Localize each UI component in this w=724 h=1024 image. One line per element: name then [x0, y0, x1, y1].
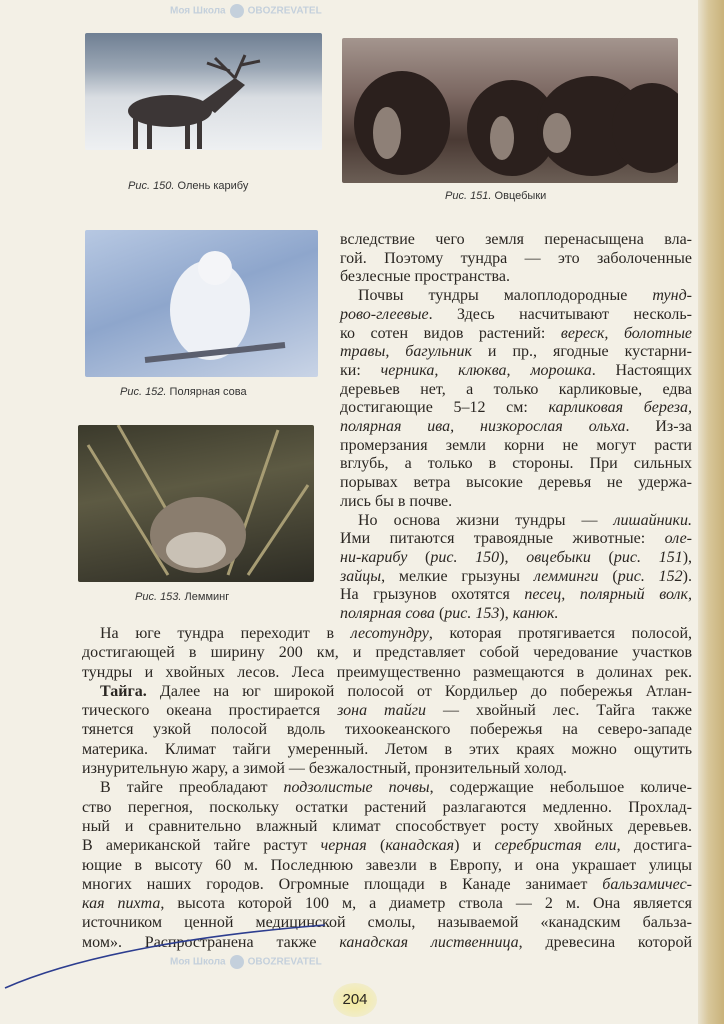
text-segment: лись бы в почве.	[340, 492, 453, 510]
text-line	[340, 250, 692, 269]
text-line	[340, 287, 692, 306]
figure-150-caribou-photo	[85, 33, 322, 150]
text-segment: ки:	[340, 361, 381, 379]
italic-term: оле-	[664, 530, 692, 548]
figure-153-caption	[135, 591, 229, 603]
text-line	[82, 875, 692, 894]
italic-term: полярная сова	[340, 605, 435, 623]
text-segment: Далее на юг широкой полосой от Кордильер до побережья Атлан-	[146, 682, 692, 700]
text-segment: ).	[682, 567, 692, 585]
figure-151-muskox-photo	[342, 38, 678, 183]
text-segment: — хвойный лес. Тайга также	[426, 702, 692, 720]
text-line	[82, 643, 692, 662]
figure-title: Полярная сова	[169, 386, 247, 398]
figure-number: Рис. 153.	[135, 591, 182, 603]
italic-term: рис. 151	[613, 548, 683, 566]
text-segment: ),	[682, 548, 693, 566]
text-segment: гой. Поэтому тундра — это заболоченные	[340, 249, 692, 267]
text-line	[340, 549, 692, 568]
text-line	[340, 231, 692, 250]
text-line	[82, 836, 692, 855]
text-line	[340, 512, 692, 531]
italic-term: рис. 150	[430, 548, 500, 566]
figure-title: Овцебыки	[494, 190, 547, 202]
watermark-school: Моя Школа	[170, 956, 226, 968]
text-segment: тического океана простирается	[82, 702, 338, 720]
watermark-brand: OBOZREVATEL	[247, 5, 322, 17]
text-line	[340, 381, 692, 400]
pen-mark	[0, 900, 340, 1000]
italic-term: лемминги	[533, 567, 599, 585]
text-line	[340, 399, 692, 418]
italic-term: черная	[320, 837, 367, 855]
text-line	[340, 530, 692, 549]
italic-term: подзолистые почвы	[283, 779, 430, 797]
text-segment: Ими питаются травоядные животные:	[340, 530, 665, 548]
text-segment: достигающей в ширину 200 км, и представляет собой чередование участков	[82, 644, 692, 662]
text-segment: деревьев нет, а только карликовые, едва	[340, 380, 692, 398]
text-segment: вследствие чего земля перенасыщена вла-	[340, 231, 692, 248]
italic-term: лишайники.	[613, 511, 692, 529]
figure-151-caption	[445, 190, 546, 202]
italic-term: канюк.	[512, 605, 559, 623]
text-line	[340, 568, 692, 587]
text-line	[340, 455, 692, 474]
watermark-school: Моя Школа	[170, 5, 226, 17]
text-segment: , содержащие небольшое количе-	[429, 779, 692, 797]
figure-152-caption	[120, 386, 247, 398]
text-segment: ),	[499, 605, 513, 623]
text-segment: ),	[499, 548, 527, 566]
page-number: 204	[333, 983, 377, 1017]
italic-term: канадская	[385, 837, 455, 855]
figure-number: Рис. 150.	[128, 180, 175, 192]
text-segment: В тайге преобладают	[100, 779, 284, 797]
text-line	[340, 493, 692, 512]
figure-150-caption	[128, 180, 248, 192]
text-segment: Но основа жизни тундры —	[358, 511, 614, 529]
text-segment: ство перегноя, поскольку остатки растений разлагаются медленно. Прохлад-	[82, 798, 692, 816]
right-column-text	[340, 231, 692, 624]
text-segment: порывах ветра высокие деревья не удержа-	[340, 474, 692, 492]
section-heading: Тайга.	[100, 682, 147, 700]
text-line	[340, 343, 692, 362]
text-segment: . Настоящих	[591, 361, 692, 379]
text-line	[82, 720, 692, 739]
italic-term: рово-глеевые	[340, 305, 429, 323]
text-segment: источником ценной медицинской смолы, называемой «канадским бальза-	[82, 914, 692, 932]
text-segment: , высота которой 100 м, а диаметр ствола — 2 м. Она является	[160, 895, 693, 913]
figure-title: Олень карибу	[177, 180, 249, 192]
text-segment: (	[366, 837, 386, 855]
italic-term: вереск, болотные	[560, 324, 693, 342]
text-line	[340, 268, 692, 287]
text-segment: , древесина которой	[518, 933, 693, 951]
italic-term: зайцы	[340, 567, 382, 585]
text-segment: (	[590, 548, 614, 566]
text-segment: материка. Климат тайги умеренный. Летом в этих краях можно ощутить	[82, 740, 692, 758]
italic-term: тунд-	[652, 287, 692, 305]
text-segment: тундры и хвойных лесов. Леса преимущественно размещаются в долинах рек.	[82, 663, 692, 681]
text-segment: ющие в высоту 60 м. Последнюю завезли в Европу, и она украшает улицы	[82, 856, 692, 874]
italic-term: ни-карибу	[340, 548, 408, 566]
text-line	[82, 759, 692, 778]
italic-term: овцебыки	[526, 548, 591, 566]
italic-term: кая пихта	[82, 895, 161, 913]
text-line	[340, 437, 692, 456]
text-segment: ный и сравнительно влажный климат способствует росту хвойных деревьев.	[82, 817, 692, 835]
text-segment: ко сотен видов растений:	[340, 324, 561, 342]
figure-number: Рис. 151.	[445, 190, 492, 202]
figure-title: Лемминг	[184, 591, 230, 603]
text-segment: мом». Распространена также	[82, 933, 340, 951]
text-segment: , достига-	[616, 837, 693, 855]
text-line	[82, 682, 692, 701]
page-binding-edge	[698, 0, 724, 1024]
text-line	[340, 605, 692, 624]
text-segment: и пр., ягодные кустарни-	[471, 343, 692, 361]
italic-term: полярная ива, низкорослая ольха	[340, 418, 626, 436]
italic-term: черника, клюква, морошка	[380, 361, 592, 379]
text-line	[82, 778, 692, 797]
text-segment: (	[598, 567, 618, 585]
figure-152-snowy-owl-photo	[85, 230, 318, 377]
italic-term: песец, полярный волк,	[524, 586, 692, 604]
italic-term: рис. 153	[444, 605, 500, 623]
watermark	[170, 4, 322, 18]
text-segment: В американской тайге растут	[82, 837, 321, 855]
text-segment: вглубь, а только в стороны. При сильных	[340, 455, 692, 473]
text-segment: , которая протягивается полосой,	[428, 625, 692, 642]
text-segment: многих наших городов. Огромные площади в Канаде занимает	[82, 875, 603, 893]
italic-term: серебристая ели	[494, 837, 617, 855]
italic-term: зона тайги	[337, 702, 427, 720]
text-segment: На юге тундра переходит в	[100, 625, 351, 642]
text-segment: , мелкие грызуны	[381, 567, 534, 585]
text-segment: . Здесь насчитывают несколь-	[428, 305, 692, 323]
text-line	[82, 663, 692, 682]
text-segment: промерзания земли корни не могут расти	[340, 436, 692, 454]
text-line	[340, 306, 692, 325]
text-segment: . Из-за	[625, 418, 692, 436]
figure-153-lemming-photo	[78, 425, 314, 582]
text-segment: На грызунов охотятся	[340, 586, 525, 604]
text-segment: изнурительную жару, а зимой — безжалостный, пронзительный холод.	[82, 760, 567, 778]
text-line	[82, 856, 692, 875]
italic-term: травы, багульник	[340, 343, 472, 361]
text-segment: безлесные пространства.	[340, 268, 510, 286]
text-line	[82, 624, 692, 643]
watermark-brand: OBOZREVATEL	[247, 956, 322, 968]
text-line	[340, 474, 692, 493]
text-line	[340, 362, 692, 381]
text-segment: Почвы тундры малоплодородные	[358, 287, 653, 305]
italic-term: бальзамичес-	[602, 875, 692, 893]
figure-number: Рис. 152.	[120, 386, 167, 398]
italic-term: карликовая береза,	[548, 399, 692, 417]
italic-term: канадская лиственница	[339, 933, 519, 951]
text-line	[82, 798, 692, 817]
italic-term: лесотундру	[350, 625, 429, 642]
text-segment: достигающие 5–12 см:	[340, 399, 549, 417]
text-line	[82, 740, 692, 759]
text-segment: тянется узкой полосой вдоль тихоокеанского побережья на северо-западе	[82, 721, 692, 739]
text-line	[82, 701, 692, 720]
text-segment: ) и	[454, 837, 495, 855]
text-segment: (	[434, 605, 445, 623]
text-line	[340, 418, 692, 437]
text-line	[82, 817, 692, 836]
text-segment: (	[407, 548, 431, 566]
italic-term: рис. 152	[617, 567, 683, 585]
text-line	[340, 586, 692, 605]
text-line	[340, 325, 692, 344]
